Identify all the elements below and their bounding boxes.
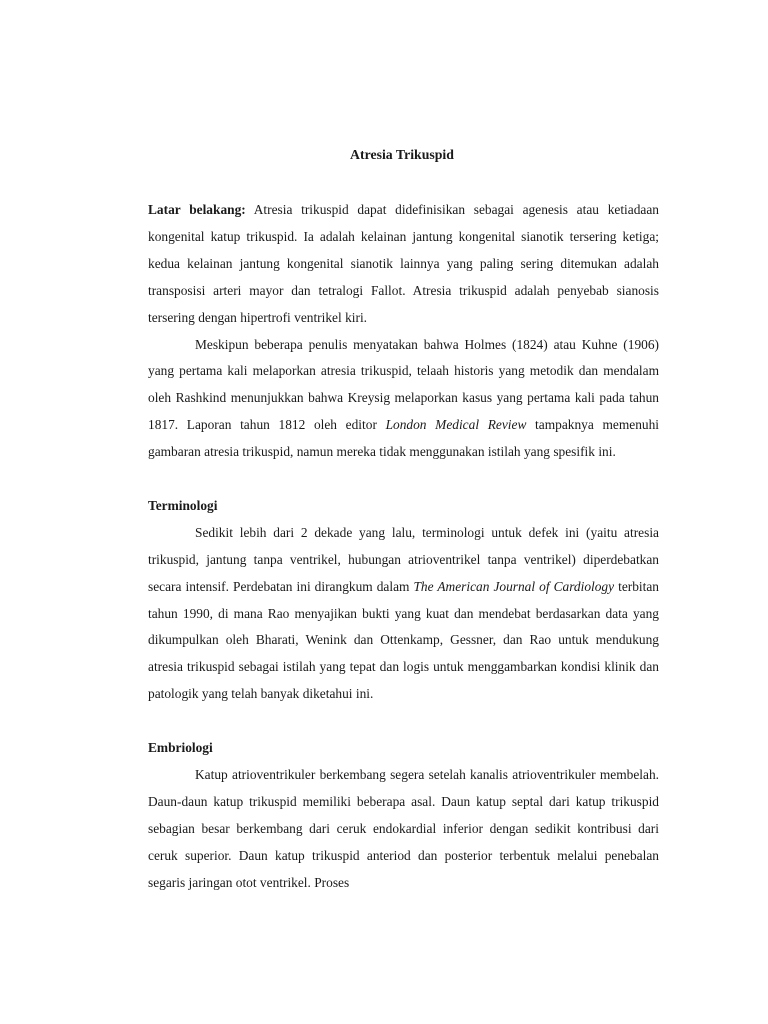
embryology-paragraph: Katup atrioventrikuler berkembang segera setelah kanalis atrioventrikuler membelah. Daun-daun katup trikuspid memiliki beberapa asal. Daun katup septal dari katup trikuspid sebagian besar berkembang dari ceruk endokardial inferior dengan sedikit kontribusi dari ceruk superior. Daun katup trikuspid anteriod dan posterior terbentuk melalui penebalan segaris jaringan otot ventrikel. Proses xyxy=(148,767,659,890)
history-text-part-1: Meskipun beberapa penulis menyatakan bahwa Holmes (1824) atau Kuhne (1906) yang pertama kali melaporkan atresia trikuspid, telaah historis yang metodik dan mendalam oleh Rashkind menunjukkan bahwa Kreysig melaporkan kasus yang pertama kali pada tahun 1817. Laporan tahun 1812 oleh editor xyxy=(148,336,659,433)
journal-title-london-medical-review: London Medical Review xyxy=(385,417,527,433)
terminology-paragraph xyxy=(148,520,659,708)
section-spacer xyxy=(148,708,659,735)
background-text: Atresia trikuspid dapat didefinisikan sebagai agenesis atau ketiadaan kongenital katup trikuspid. Ia adalah kelainan jantung kongenital sianotik tersering ketiga; kedua kelainan jantung kongenital sianotik lainnya yang paling sering ditemukan adalah transposisi arteri mayor dan tetralogi Fallot. Atresia trikuspid adalah penyebab sianosis tersering dengan hipertrofi ventrikel kiri. xyxy=(148,202,659,325)
background-lead-label: Latar belakang: xyxy=(148,202,246,217)
background-paragraph xyxy=(148,197,659,332)
journal-title-american-journal-of-cardiology: The American Journal of Cardiology xyxy=(413,578,615,594)
document-body xyxy=(148,197,659,897)
terminology-heading: Terminologi xyxy=(148,497,218,513)
history-paragraph xyxy=(148,332,659,467)
embryology-heading: Embriologi xyxy=(148,740,213,756)
page-title: Atresia Trikuspid xyxy=(350,147,454,162)
terminology-text-part-2: terbitan tahun 1990, di mana Rao menyajikan bukti yang kuat dan mendebat berdasarkan data yang dikumpulkan oleh Bharati, Wenink dan Ottenkamp, Gessner, dan Rao untuk mendukung atresia trikuspid sebagai istilah yang tepat dan logis untuk menggambarkan kondisi klinik dan patologik yang telah banyak diketahui ini. xyxy=(148,578,660,702)
section-spacer xyxy=(148,466,659,493)
history-text-part-2: tampaknya memenuhi gambaran atresia trikuspid, namun mereka tidak menggunakan istilah yang spesifik ini. xyxy=(148,417,660,460)
terminology-text-part-1: Sedikit lebih dari 2 dekade yang lalu, terminologi untuk defek ini (yaitu atresia trikuspid, jantung tanpa ventrikel, hubungan atrioventrikel tanpa ventrikel) diperdebatkan secara intensif. Perdebatan ini dirangkum dalam xyxy=(148,524,659,594)
